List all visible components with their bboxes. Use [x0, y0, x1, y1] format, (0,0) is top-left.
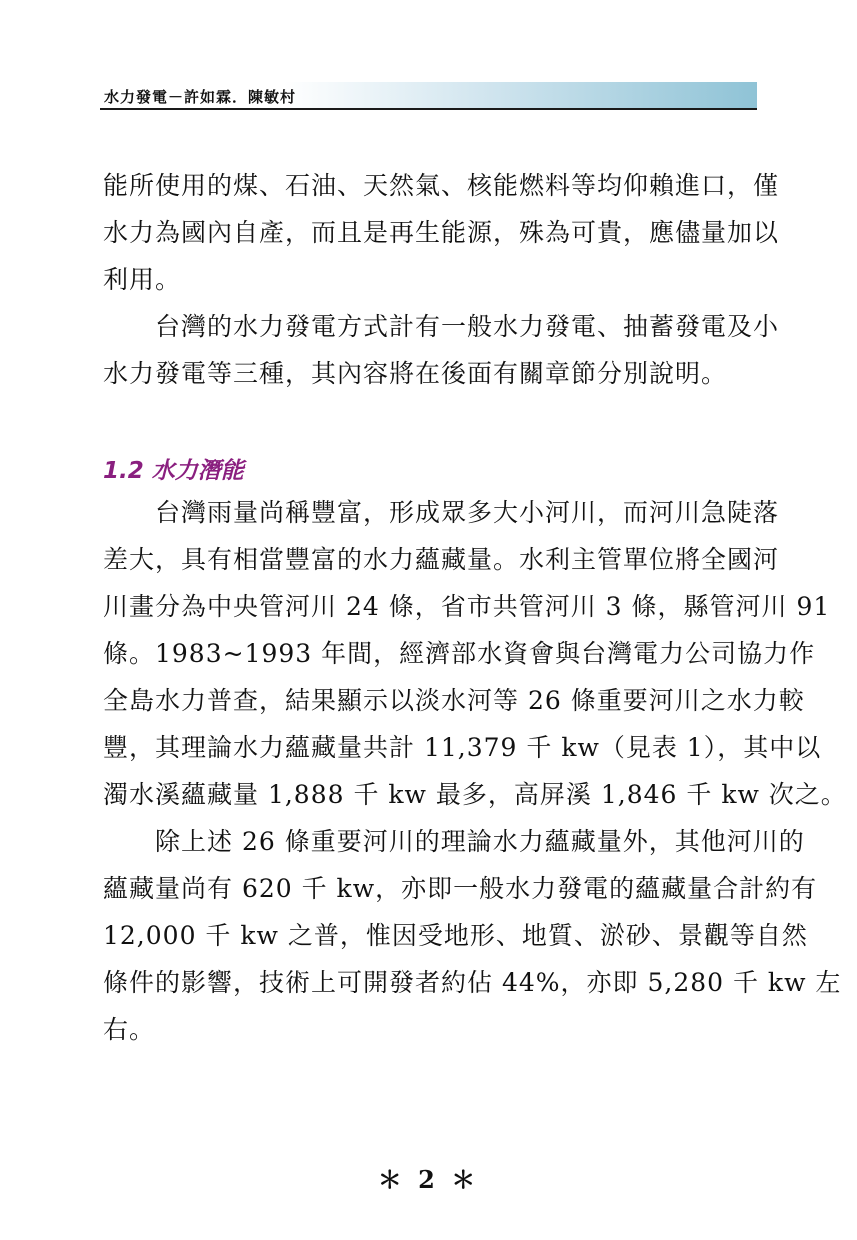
paragraph-line: 差大，具有相當豐富的水力蘊藏量。水利主管單位將全國河 — [103, 545, 780, 574]
paragraph-line: 濁水溪蘊藏量 1,888 千 kw 最多，高屏溪 1,846 千 kw 次之。 — [103, 780, 847, 809]
paragraph-line: 右。 — [103, 1015, 156, 1044]
paragraph-hydro-potential — [103, 489, 847, 818]
paragraph-line: 條件的影響，技術上可開發者約佔 44%，亦即 5,280 千 kw 左 — [103, 968, 842, 997]
paragraph-energy-imports — [103, 162, 780, 303]
paragraph-line: 能所使用的煤、石油、天然氣、核能燃料等均仰賴進口，僅 — [103, 171, 780, 200]
paragraph-line: 川畫分為中央管河川 24 條，省市共管河川 3 條，縣管河川 91 — [103, 592, 831, 621]
paragraph-line: 全島水力普查，結果顯示以淡水河等 26 條重要河川之水力較 — [103, 686, 805, 715]
paragraph-line: 蘊藏量尚有 620 千 kw，亦即一般水力發電的蘊藏量合計約有 — [103, 874, 818, 903]
page-number: ＊ 2 ＊ — [377, 1165, 480, 1194]
paragraph-line: 除上述 26 條重要河川的理論水力蘊藏量外，其他河川的 — [155, 827, 805, 856]
paragraph-line: 利用。 — [103, 265, 182, 294]
paragraph-line: 水力發電等三種，其內容將在後面有關章節分別說明。 — [103, 359, 728, 388]
paragraph-line: 12,000 千 kw 之普，惟因受地形、地質、淤砂、景觀等自然 — [103, 921, 808, 950]
paragraph-line: 條。1983~1993 年間，經濟部水資會與台灣電力公司協力作 — [103, 639, 816, 668]
paragraph-line: 台灣雨量尚稱豐富，形成眾多大小河川，而河川急陡落 — [155, 498, 780, 527]
paragraph-line: 豐，其理論水力蘊藏量共計 11,379 千 kw（見表 1），其中以 — [103, 733, 822, 762]
paragraph-generation-types — [103, 303, 780, 397]
section-heading: 1.2 水力潛能 — [103, 458, 244, 484]
paragraph-line: 水力為國內自產，而且是再生能源，殊為可貴，應儘量加以 — [103, 218, 780, 247]
paragraph-other-rivers — [103, 818, 842, 1053]
running-header: 水力發電－許如霖．陳敏村 — [104, 88, 297, 106]
paragraph-line: 台灣的水力發電方式計有一般水力發電、抽蓄發電及小 — [155, 312, 780, 341]
